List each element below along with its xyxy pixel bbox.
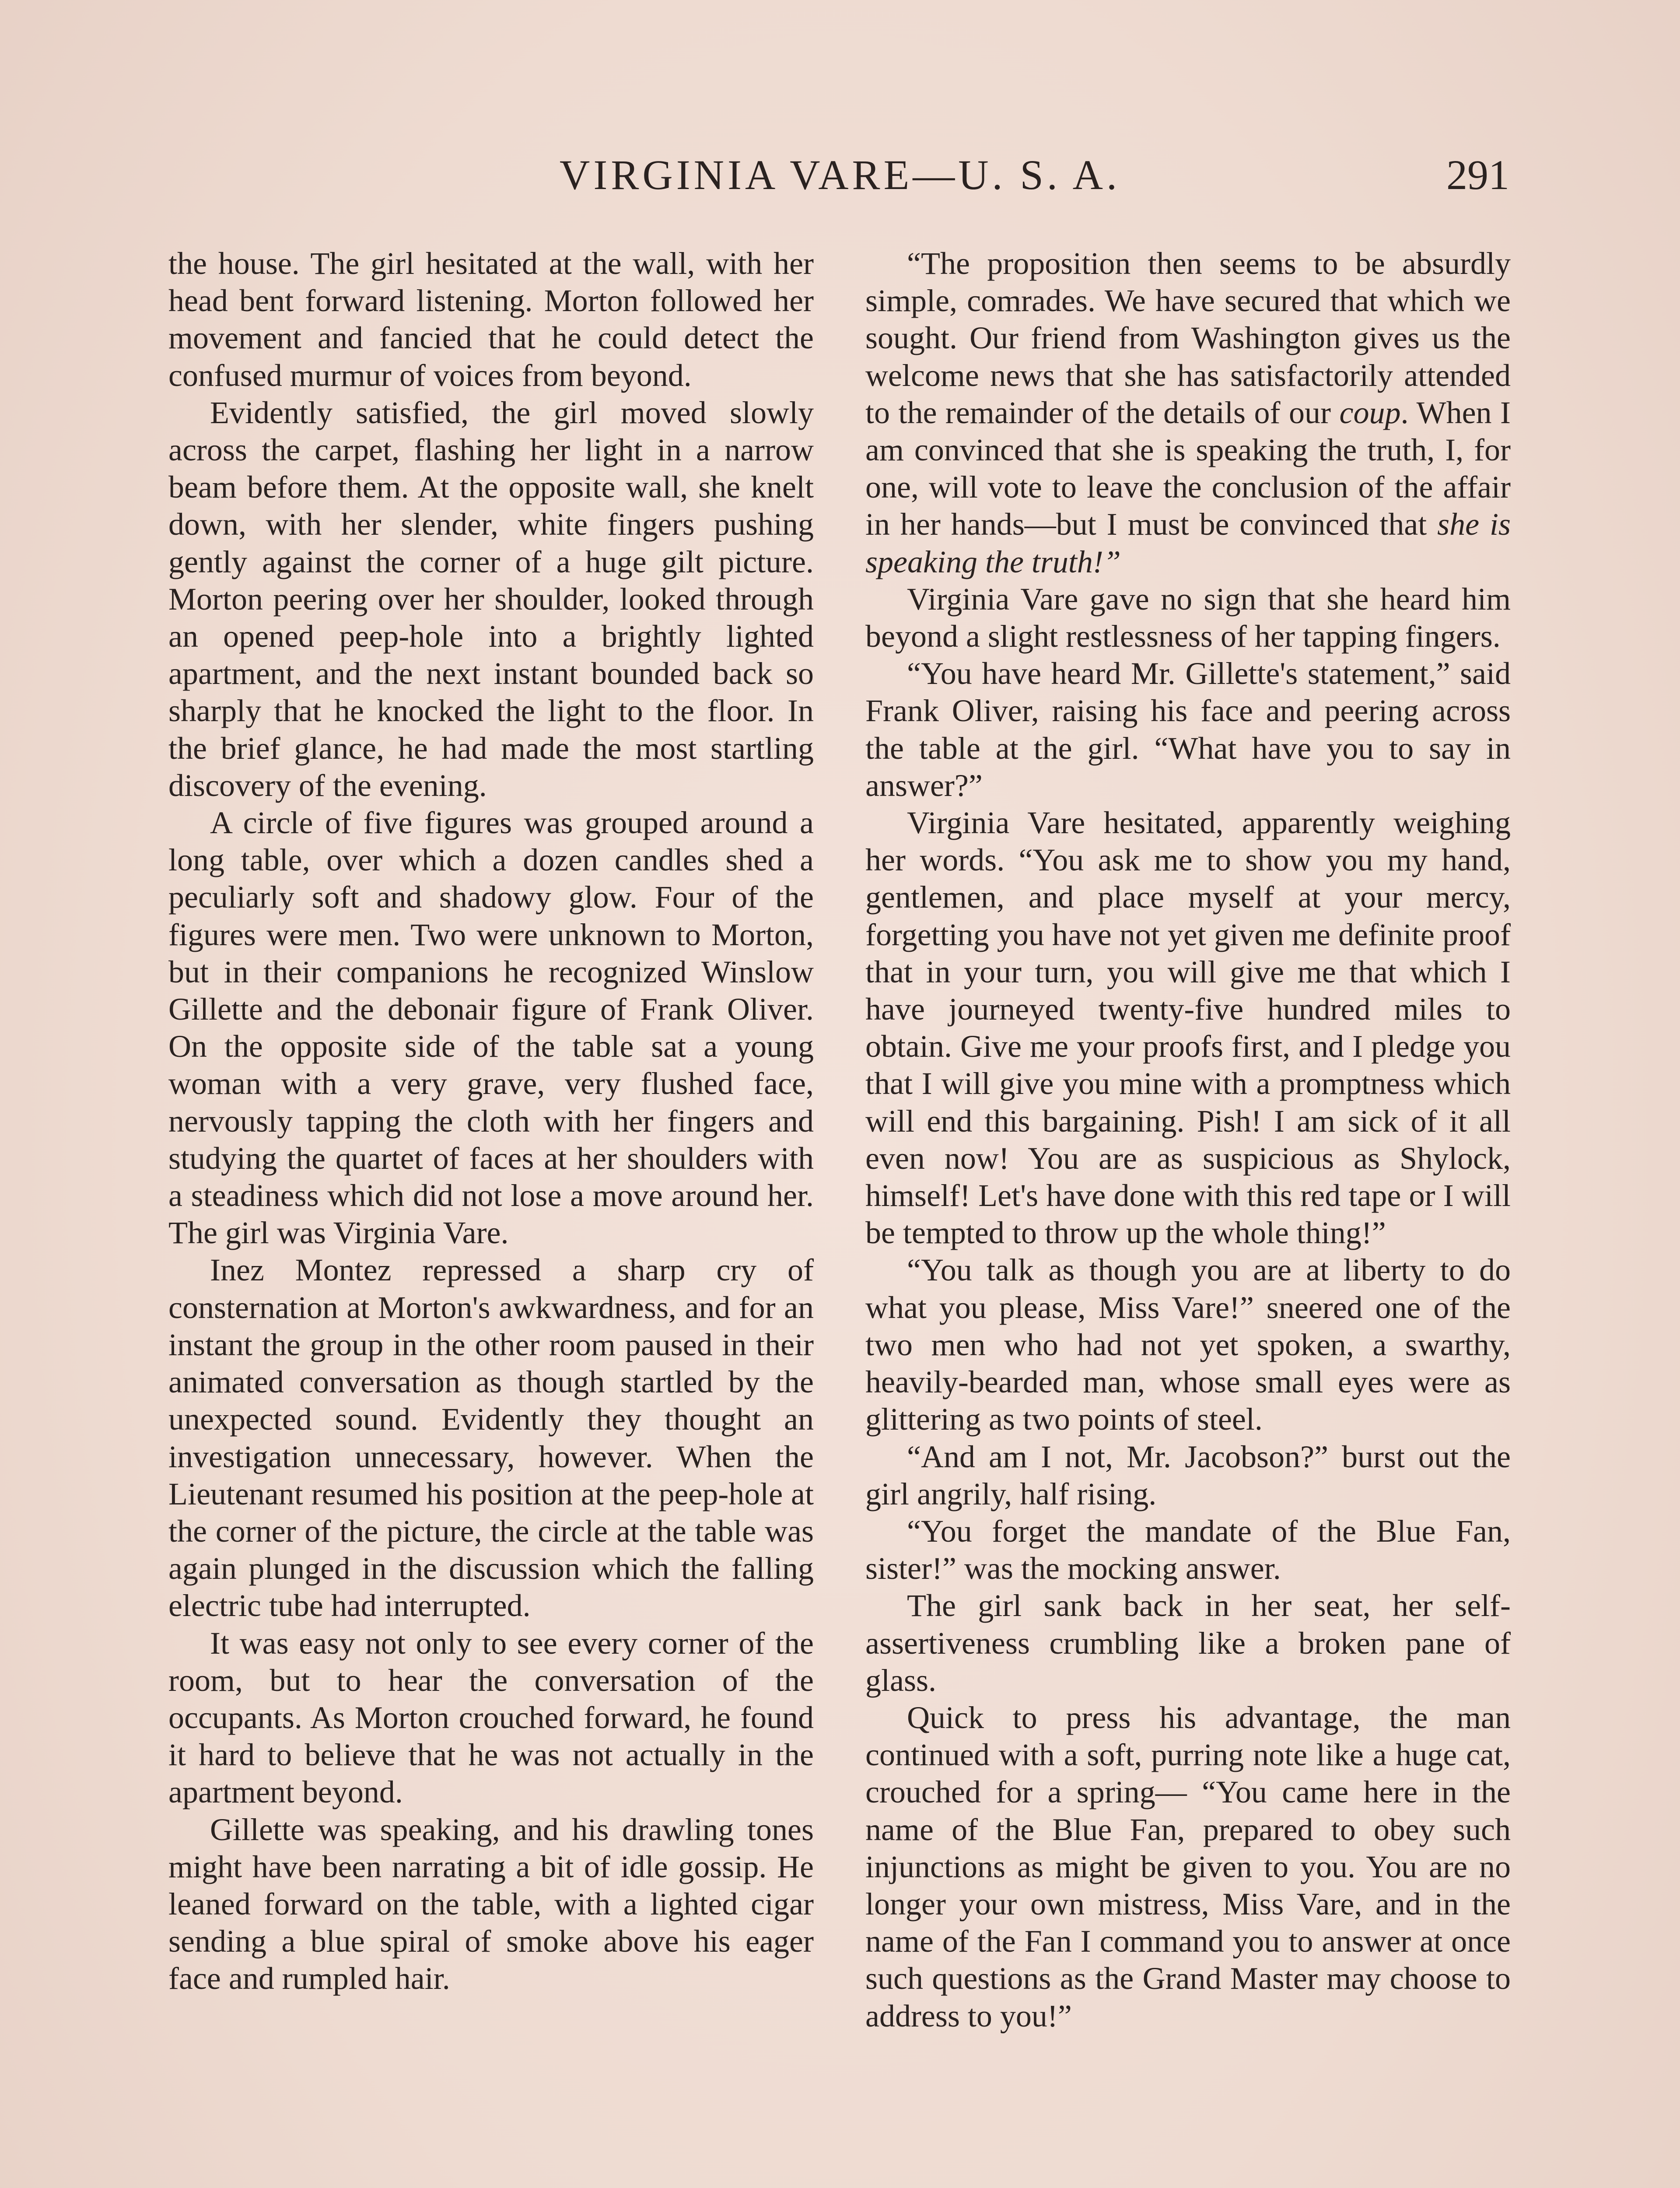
- paragraph: “You have heard Mr. Gillette's statement,” said Frank Oliver, raising his face and peering across the table at the girl. “What have you to say in answer?”: [865, 656, 1511, 803]
- italic-text: she is speaking the truth!”: [865, 507, 1511, 579]
- right-column: [865, 245, 1511, 2188]
- paragraph: Quick to press his advantage, the man continued with a soft, purring note like a huge cat, crouched for a spring— “You came here in the name of the Blue Fan, prepared to obey such injunctions as might be given to you. You are no longer your own mistress, Miss Vare, and in the name of the Fan I command you to answer at once such questions as the Grand Master may choose to address to you!”: [865, 1700, 1511, 2034]
- paragraph: Virginia Vare gave no sign that she heard him beyond a slight restlessness of her tapping fingers.: [865, 581, 1511, 654]
- paragraph: “And am I not, Mr. Jacobson?” burst out the girl angrily, half rising.: [865, 1439, 1511, 1511]
- page-number: 291: [1446, 151, 1509, 198]
- paragraph: Virginia Vare hesitated, apparently weighing her words. “You ask me to show you my hand, gentlemen, and place myself at your mercy, forgetting you have not yet given me definite proof that in your turn, you will give me that which I have journeyed twenty-five hundred miles to obtain. Give me your proofs first, and I pledge you that I will give you mine with a promptness which will end this bargaining. Pish! I am sick of it all even now! You are as suspicious as Shylock, himself! Let's have done with this red tape or I will be tempted to throw up the whole thing!”: [865, 805, 1511, 1251]
- left-column: [168, 245, 814, 2188]
- paragraph: Evidently satisfied, the girl moved slowly across the carpet, flashing her light in a narrow beam before them. At the opposite wall, she knelt down, with her slender, white fingers pushing gently against the corner of a huge gilt picture. Morton peering over her shoulder, looked through an opened peep-hole into a brightly lighted apartment, and the next instant bounded back so sharply that he knocked the light to the floor. In the brief glance, he had made the most startling discovery of the evening.: [168, 395, 814, 803]
- paragraph: “You talk as though you are at liberty to do what you please, Miss Vare!” sneered one of the two men who had not yet spoken, a swarthy, heavily-bearded man, whose small eyes were as glittering as two points of steel.: [865, 1252, 1511, 1437]
- running-title: VIRGINIA VARE—U. S. A.: [560, 151, 1120, 198]
- paragraph: Inez Montez repressed a sharp cry of consternation at Morton's awkwardness, and for an instant the group in the other room paused in their animated conversation as though startled by the unexpected sound. Evidently they thought an investigation unnecessary, however. When the Lieutenant resumed his position at the peep-hole at the corner of the picture, the circle at the table was again plunged in the discussion which the falling electric tube had interrupted.: [168, 1252, 814, 1623]
- paragraph: “The proposition then seems to be absurdly simple, comrades. We have secured that which we sought. Our friend from Washington gives us the welcome news that she has satisfactorily attended to the remainder of the details of our coup. When I am convinced that she is speaking the truth, I, for one, will vote to leave the conclusion of the affair in her hands—but I must be convinced that she is speaking the truth!”: [865, 246, 1511, 579]
- text-columns: [168, 245, 1512, 2188]
- page-header: [166, 144, 1514, 206]
- italic-text: coup: [1339, 395, 1401, 430]
- paragraph: The girl sank back in her seat, her self-assertiveness crumbling like a broken pane of glass.: [865, 1588, 1511, 1698]
- paragraph: Gillette was speaking, and his drawling tones might have been narrating a bit of idle gossip. He leaned forward on the table, with a lighted cigar sending a blue spiral of smoke above his eager face and rumpled hair.: [168, 1812, 814, 1996]
- paragraph: “You forget the mandate of the Blue Fan, sister!” was the mocking answer.: [865, 1513, 1511, 1586]
- paragraph: the house. The girl hesitated at the wall, with her head bent forward listening. Morton followed her movement and fancied that he could detect the confused murmur of voices from beyond.: [168, 246, 814, 393]
- paragraph: A circle of five figures was grouped around a long table, over which a dozen candles shed a peculiarly soft and shadowy glow. Four of the figures were men. Two were unknown to Morton, but in their companions he recognized Winslow Gillette and the debonair figure of Frank Oliver. On the opposite side of the table sat a young woman with a very grave, very flushed face, nervously tapping the cloth with her fingers and studying the quartet of faces at her shoulders with a steadiness which did not lose a move around her. The girl was Virginia Vare.: [168, 805, 814, 1251]
- paragraph: It was easy not only to see every corner of the room, but to hear the conversation of the occupants. As Morton crouched forward, he found it hard to believe that he was not actually in the apartment beyond.: [168, 1625, 814, 1810]
